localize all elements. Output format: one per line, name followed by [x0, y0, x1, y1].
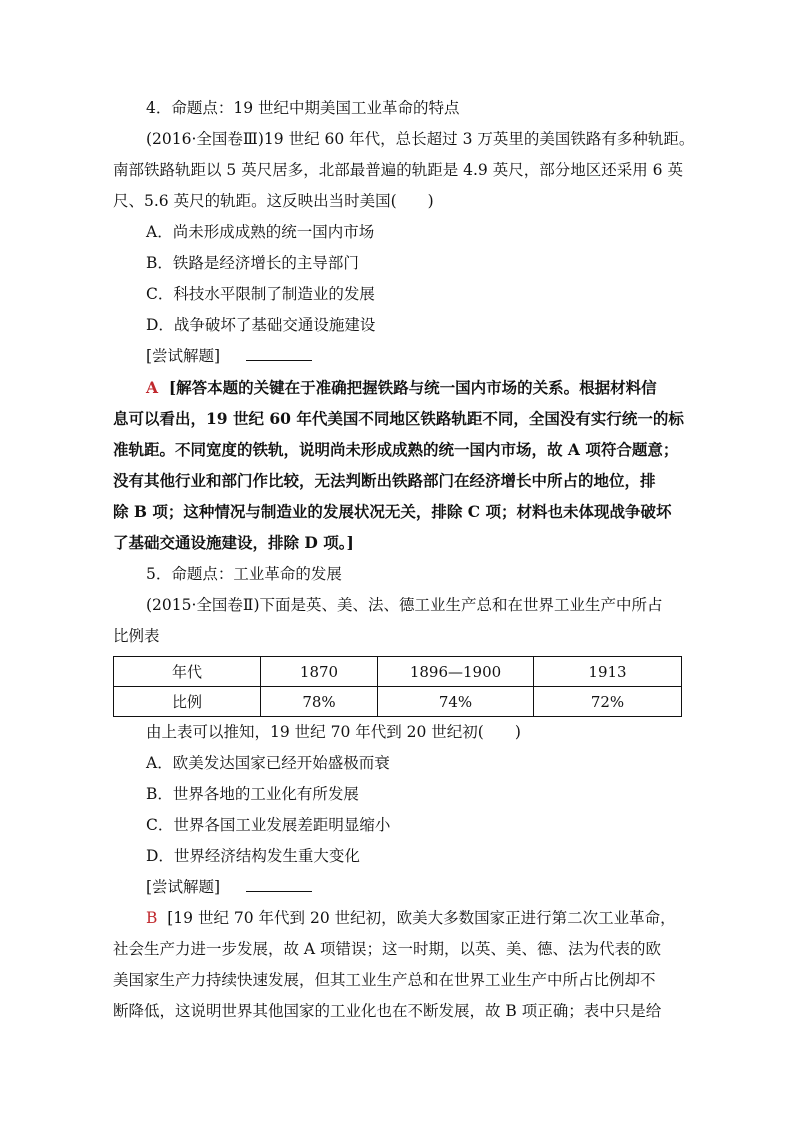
q5-explanation-line: 社会生产力进一步发展，故 A 项错误；这一时期，以英、美、德、法为代表的欧: [113, 940, 662, 958]
q4-explanation-line: 除 B 项；这种情况与制造业的发展状况无关，排除 C 项；材料也未体现战争破坏: [113, 502, 672, 521]
q4-explanation-line: 没有其他行业和部门作比较，无法判断出铁路部门在经济增长中所占的地位，排: [113, 471, 656, 490]
q5-attempt-row: [146, 876, 312, 898]
q4-stem-line: (2016·全国卷Ⅲ)19 世纪 60 年代，总长超过 3 万英里的美国铁路有多种轨距。: [146, 130, 695, 148]
q5-explanation-line: 美国家生产力持续快速发展，但其工业生产总和在世界工业生产中所占比例却不: [113, 971, 656, 989]
q5-title: 5．命题点：工业革命的发展: [146, 565, 342, 583]
attempt-label: [尝试解题]: [146, 347, 221, 365]
q4-stem-line: 南部铁路轨距以 5 英尺居多，北部最普遍的轨距是 4.9 英尺，部分地区还采用 6 英: [113, 161, 683, 179]
q4-attempt-row: [146, 345, 312, 367]
q4-option-c: C．科技水平限制了制造业的发展: [146, 285, 375, 303]
q5-answer-letter: B: [146, 909, 158, 927]
q5-stem-line: 比例表: [113, 627, 160, 645]
q4-option-b: B．铁路是经济增长的主导部门: [146, 254, 359, 272]
table-header-cell: 年代: [114, 657, 261, 687]
attempt-label: [尝试解题]: [146, 878, 221, 896]
q4-option-d: D．战争破坏了基础交通设施建设: [146, 316, 376, 334]
q4-explanation-line: [146, 377, 657, 399]
q5-option-d: D．世界经济结构发生重大变化: [146, 847, 360, 865]
q4-title: 4．命题点：19 世纪中期美国工业革命的特点: [146, 99, 460, 117]
q4-explanation-line: 了基础交通设施建设，排除 D 项。]: [113, 533, 354, 552]
q4-option-a: A．尚未形成成熟的统一国内市场: [146, 223, 375, 241]
table-row: [114, 657, 682, 687]
q4-explanation-text: [解答本题的关键在于准确把握铁路与统一国内市场的关系。根据材料信: [168, 378, 657, 397]
answer-blank: [246, 879, 312, 892]
q4-answer-letter: A: [146, 378, 159, 397]
q5-explanation-line: 断降低，这说明世界其他国家的工业化也在不断发展，故 B 项正确；表中只是给: [113, 1002, 662, 1020]
q5-question: 由上表可以推知，19 世纪 70 年代到 20 世纪初( ): [146, 723, 521, 741]
q4-stem-line: 尺、5.6 英尺的轨距。这反映出当时美国( ): [113, 192, 434, 210]
table-cell: 72%: [534, 687, 682, 717]
q5-option-a: A．欧美发达国家已经开始盛极而衰: [146, 754, 390, 772]
ratio-table: [113, 656, 682, 717]
answer-blank: [246, 348, 312, 361]
table-header-cell: 1913: [534, 657, 682, 687]
table-cell: 78%: [261, 687, 378, 717]
q5-option-c: C．世界各国工业发展差距明显缩小: [146, 816, 391, 834]
q4-explanation-line: 息可以看出，19 世纪 60 年代美国不同地区铁路轨距不同，全国没有实行统一的标: [113, 409, 684, 428]
q4-explanation-line: 准轨距。不同宽度的铁轨，说明尚未形成成熟的统一国内市场，故 A 项符合题意；: [113, 440, 679, 459]
table-header-cell: 1870: [261, 657, 378, 687]
q5-explanation-text: [19 世纪 70 年代到 20 世纪初，欧美大多数国家正进行第二次工业革命，: [167, 909, 676, 927]
table-cell: 比例: [114, 687, 261, 717]
q5-explanation-line: [146, 907, 676, 929]
table-header-cell: 1896—1900: [378, 657, 534, 687]
q5-stem-line: (2015·全国卷Ⅱ)下面是英、美、法、德工业生产总和在世界工业生产中所占: [146, 596, 663, 614]
q5-option-b: B．世界各地的工业化有所发展: [146, 785, 359, 803]
table-cell: 74%: [378, 687, 534, 717]
table-row: [114, 687, 682, 717]
